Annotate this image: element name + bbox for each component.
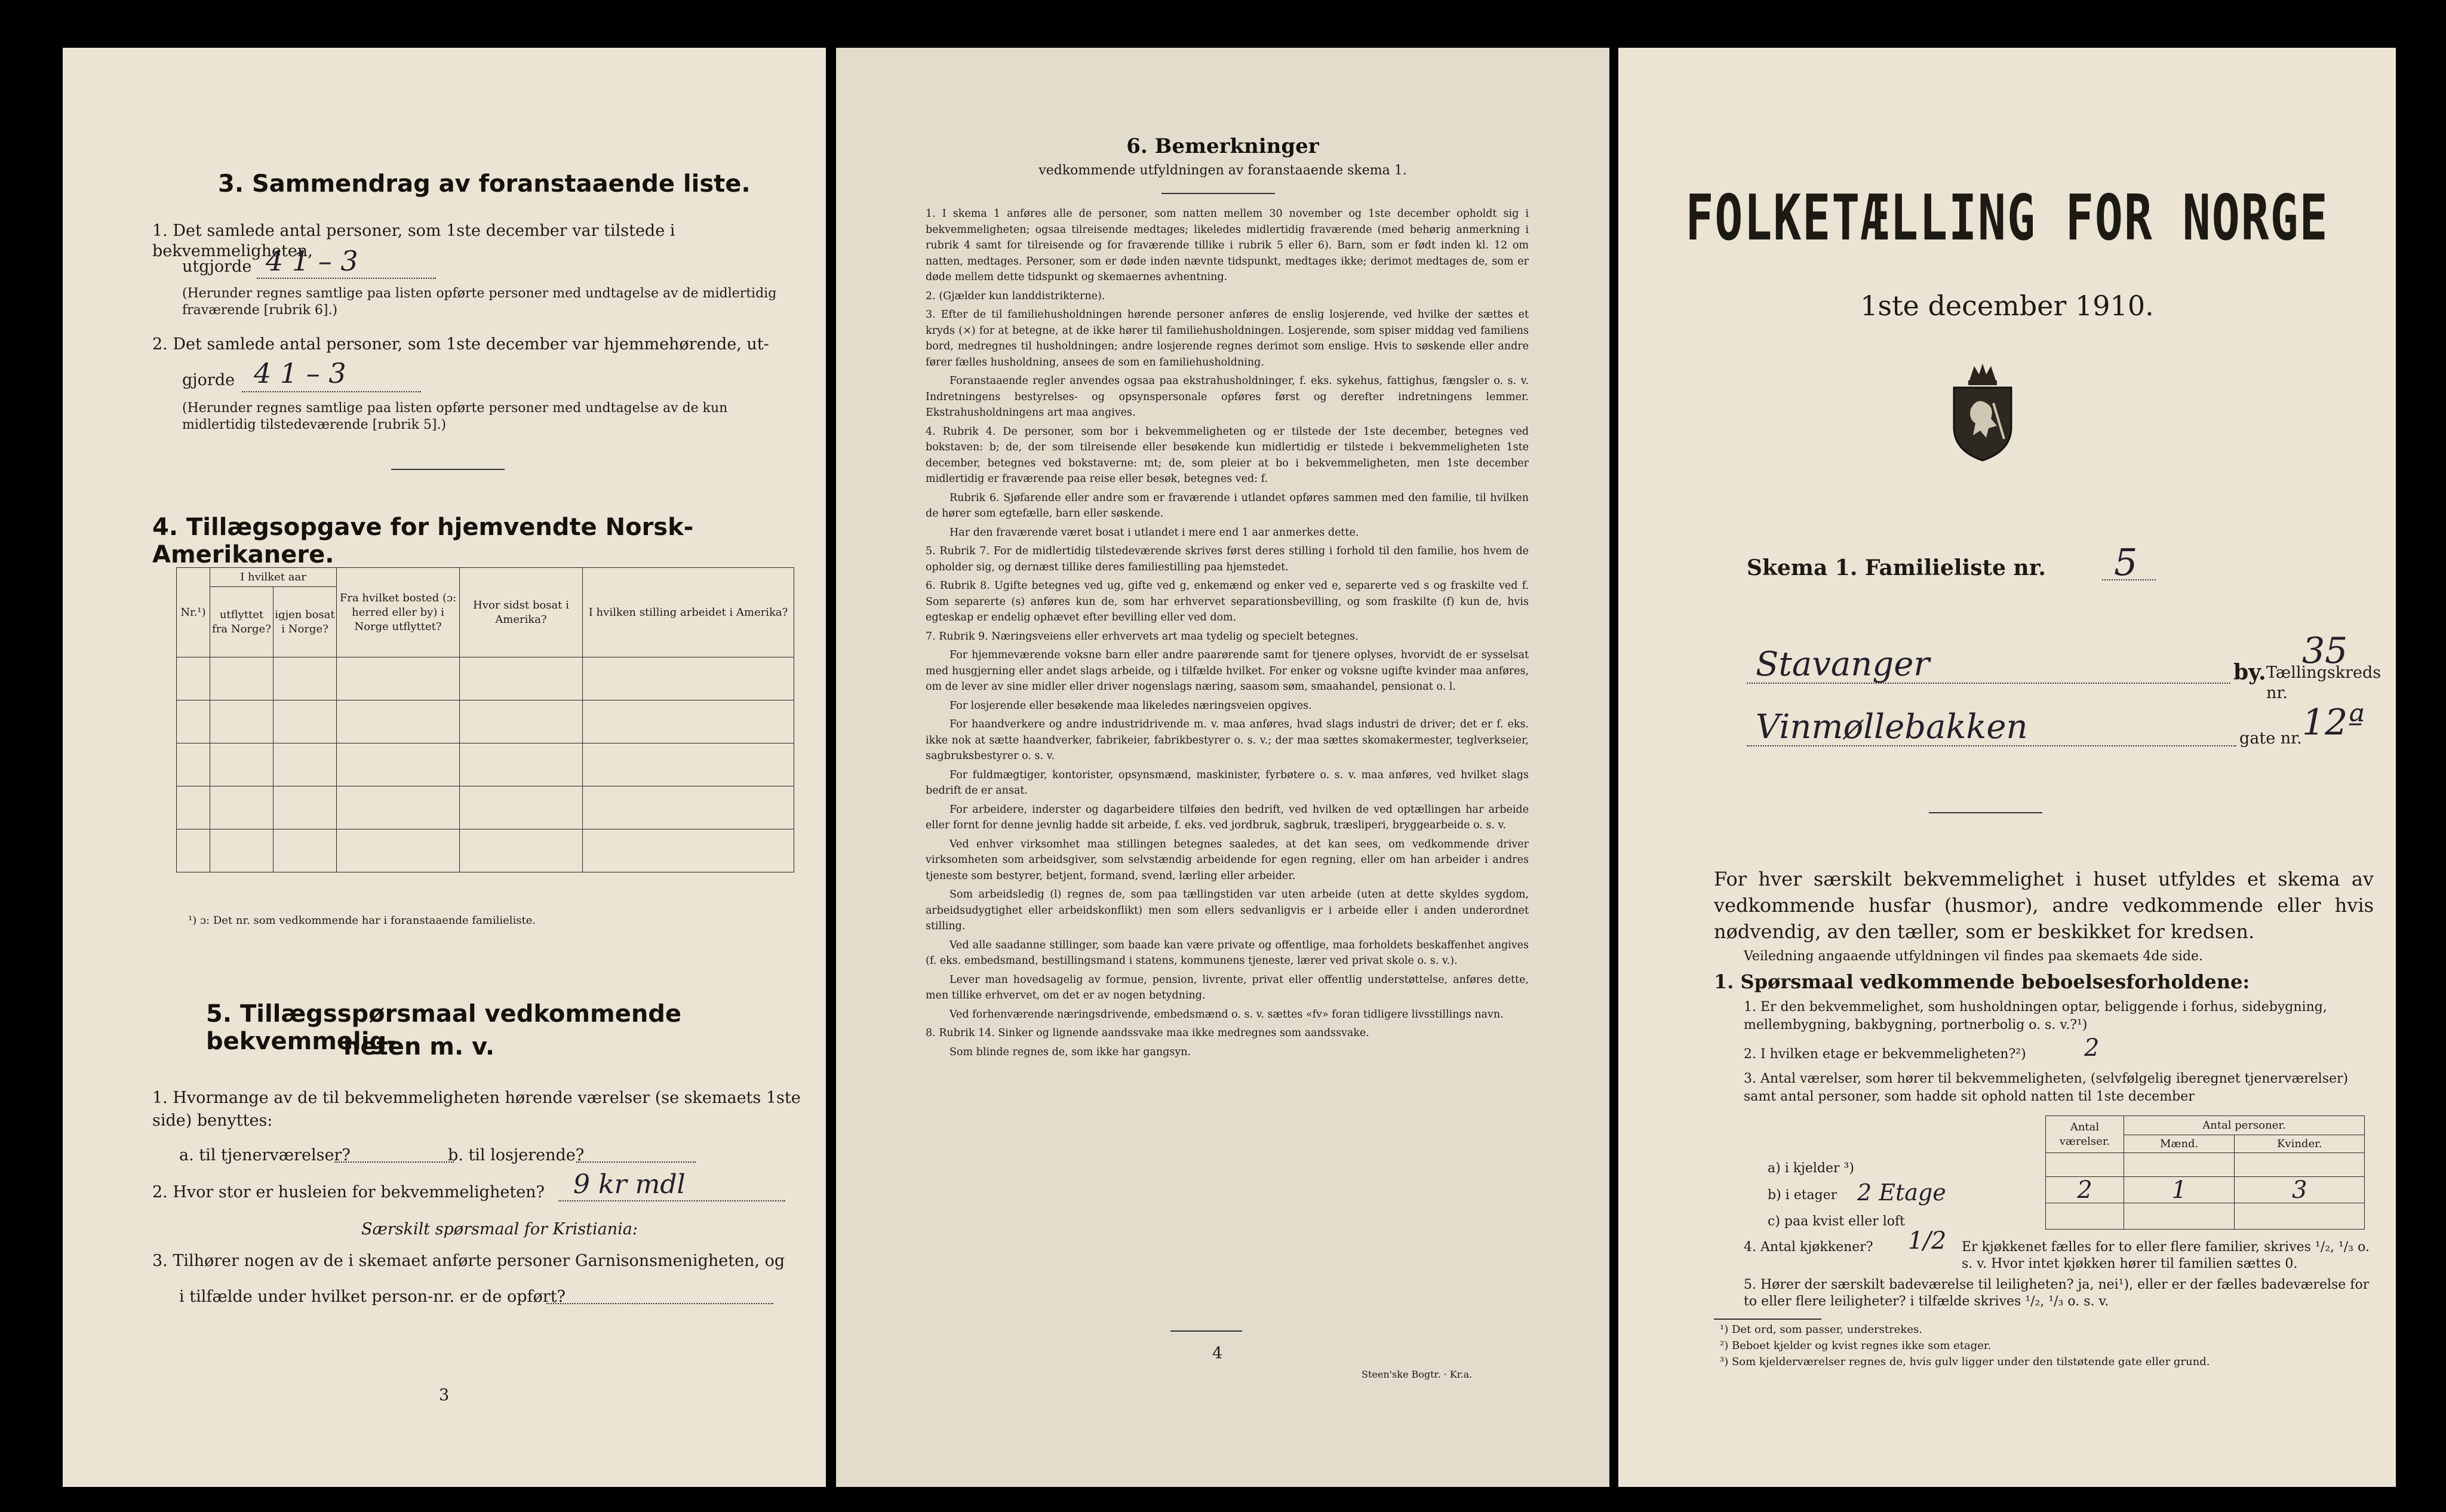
coat-of-arms-icon <box>1947 361 2018 463</box>
s3-q2-line <box>242 391 421 392</box>
q4-label: 4. Antal kjøkkener? <box>1744 1240 1873 1255</box>
q1-heading: 1. Spørsmaal vedkommende beboelsesforholdene: <box>1714 970 2250 993</box>
s5-q3b: i tilfælde under hvilket person-nr. er de opført? <box>179 1287 566 1306</box>
bemerkning-paragraph: Ved forhenværende næringsdrivende, embedsmænd o. s. v. sættes «fv» foran tidligere livsstillings navn. <box>949 1008 1504 1021</box>
bemerkninger-subtitle: vedkommende utfyldningen av foranstaaende skema 1. <box>1038 163 1407 178</box>
page-4 <box>836 48 1609 1487</box>
intro-text: For hver særskilt bekvemmelighet i huset utfyldes et skema av vedkommende husfar (husmor), andre vedkommende eller hvis nødvendig, av den tæller, som er beskikket for kredsen. <box>1714 868 2374 943</box>
section-4-title: 4. Tillægsopgave for hjemvendte Norsk-Amerikanere. <box>152 514 694 568</box>
bemerkning-paragraph: Har den fraværende været bosat i utlandet i mere end 1 aar anmerkes dette. <box>949 526 1359 539</box>
bemerkninger-title: 6. Bemerkninger <box>1126 134 1319 158</box>
footnote-1: ¹) Det ord, som passer, understrekes. <box>1720 1323 1922 1336</box>
section-3-title: 3. Sammendrag av foranstaaende liste. <box>218 170 751 198</box>
s5-q2: 2. Hvor stor er husleien for bekvemmeligheten? <box>152 1183 545 1201</box>
kreds-nr: 35 <box>2302 630 2348 672</box>
bemerkning-paragraph: Foranstaaende regler anvendes ogsaa paa ekstrahusholdninger, f. eks. sykehus, fattighus, fængsler o. s. v. Indretningens bestyrelses- og opsynspersonale opføres først og derefter indretningens lemmer. Ekstrahusholdningens art maa angives. <box>926 375 1529 419</box>
table-row <box>177 786 794 829</box>
s3-q1: 1. Det samlede antal personer, som 1ste december var tilstede i bekvemmeligheten, <box>152 222 675 260</box>
s3-q2-note: (Herunder regnes samtlige paa listen opførte personer med undtagelse av de kun midlertidig tilstedeværende [rubrik 5].) <box>182 401 728 432</box>
bemerkning-paragraph: 7. Rubrik 9. Næringsveiens eller erhvervets art maa tydelig og specielt betegnes. <box>926 630 1359 643</box>
bemerkning-paragraph: For haandverkere og andre industridrivende m. v. maa anføres, hvad slags industri de driver; det er f. eks. ikke nok at sætte haandverker, fabrikeier, fabrikbestyrer o. s. v.; der maa sættes skomakermester, teglverkseier, sagbruksbestyrer o. s. v. <box>926 718 1529 762</box>
veiledning: Veiledning angaaende utfyldningen vil findes paa skemaets 4de side. <box>1744 949 2204 964</box>
s5-q1: 1. Hvormange av de til bekvemmeligheten hørende værelser (se skemaets 1ste side) benyttes: <box>152 1089 801 1130</box>
q1-2-answer: 2 <box>2084 1034 2100 1062</box>
bemerkning-paragraph: 8. Rubrik 14. Sinker og lignende aandssvake maa ikke medregnes som aandssvake. <box>926 1027 1369 1039</box>
s3-q2-label: gjorde <box>182 371 235 389</box>
col-year-group: I hvilket aar <box>210 568 337 587</box>
row-a-label: a) i kjelder ³) <box>1768 1161 1854 1176</box>
bemerkning-paragraph: 2. (Gjælder kun landdistrikterne). <box>926 290 1105 302</box>
city-field[interactable]: Stavanger <box>1756 645 1930 684</box>
s5-q1b: b. til losjerende? <box>448 1146 585 1164</box>
col-amerika: Hvor sidst bosat i Amerika? <box>460 568 583 657</box>
row-c-label: c) paa kvist eller loft <box>1768 1214 1906 1229</box>
th-persons: Antal personer. <box>2124 1116 2365 1135</box>
street-field[interactable]: Vinmøllebakken <box>1756 708 2028 746</box>
table-row <box>177 700 794 743</box>
page-number: 3 <box>439 1386 450 1405</box>
s4-footnote: ¹) ɔ: Det nr. som vedkommende har i foranstaaende familieliste. <box>188 914 536 927</box>
col-nr: Nr.¹) <box>177 568 210 657</box>
s5-q1a: a. til tjenerværelser? <box>179 1146 351 1164</box>
s3-q1-line <box>257 278 436 279</box>
s3-q2: 2. Det samlede antal personer, som 1ste december var hjemmehørende, ut- <box>152 335 769 354</box>
bemerkning-paragraph: 6. Rubrik 8. Ugifte betegnes ved ug, gifte ved g, enkemænd og enker ved e, separerte ved s og fraskilte ved f. Som separerte (s) anføres kun de, som har erhvervet separationsbevilling, og som fraskilte (f) kun de, hvis egteskap er endelig ophævet efter bevilling eller ved dom. <box>926 580 1529 623</box>
divider <box>391 469 505 470</box>
bemerkninger-list <box>926 206 1529 1063</box>
section-5-title-2: heten m. v. <box>343 1033 495 1061</box>
q1-3: 3. Antal værelser, som hører til bekvemmeligheten, (selvfølgelig iberegnet tjenerværelser) samt antal personer, som hadde sit ophold natten til 1ste december <box>1744 1071 2349 1104</box>
bemerkning-paragraph: Rubrik 6. Sjøfarende eller andre som er fraværende i utlandet opføres sammen med den familie, til hvilken de hører som egtefælle, barn eller søskende. <box>926 491 1529 520</box>
kreds-label: Tællingskreds nr. <box>2266 663 2382 702</box>
printer-mark: Steen'ske Bogtr. · Kr.a. <box>1362 1369 1473 1380</box>
s5-q3: 3. Tilhører nogen av de i skemaet anførte personer Garnisonsmenigheten, og <box>152 1252 785 1270</box>
th-rooms: Antal værelser. <box>2046 1116 2124 1153</box>
table-row <box>177 829 794 872</box>
gate-nr: 12ª <box>2302 702 2365 743</box>
cell-maend: 1 <box>2124 1177 2235 1203</box>
col-bosted: Fra hvilket bosted (ɔ: herred eller by) i Norge utflyttet? <box>337 568 460 657</box>
q1-2: 2. I hvilken etage er bekvemmeligheten?²) <box>1744 1047 2026 1062</box>
page-number: 4 <box>1212 1344 1223 1363</box>
by-label: by. <box>2233 660 2266 685</box>
s3-q1-label: utgjorde <box>182 257 252 276</box>
bemerkning-paragraph: 4. Rubrik 4. De personer, som bor i bekvemmeligheten og er tilstede der 1ste december, betegnes ved bokstaven: b; de, der som tilreisende eller besøkende kun midlertidig er tilstede i bekvemmeligheten 1ste december, betegnes ved bokstaverne: mt; de, som pleier at bo i bekvemmeligheten, men 1ste december midlertidig er fraværende paa reise eller besøk, betegnes ved: f. <box>926 425 1529 485</box>
bemerkning-paragraph: 5. Rubrik 7. For de midlertidig tilstedeværende skrives først deres stilling i forhold til den familie, hos hvem de opholder sig, og dernæst tillike deres familiestilling paa hjemstedet. <box>926 545 1529 573</box>
row-b-label: b) i etager <box>1768 1188 1837 1203</box>
bemerkning-paragraph: Ved alle saadanne stillinger, som baade kan være private og offentlige, maa forholdets beskaffenhet angives (f. eks. embedsmand, bestillingsmand i statens, kommunens tjeneste, lærer ved privat skole o. s. v.). <box>926 939 1529 967</box>
familieliste-nr: 5 <box>2114 540 2138 584</box>
th-kvinder: Kvinder. <box>2235 1135 2365 1153</box>
q4-text: Er kjøkkenet fælles for to eller flere familier, skrives ¹/₂, ¹/₃ o. s. v. Hvor intet kjøkken hører til familien sættes 0. <box>1962 1240 2370 1271</box>
q1-1: 1. Er den bekvemmelighet, som husholdningen optar, beliggende i forhus, sidebygning, mellembygning, bakbygning, portnerbolig o. s. v.?¹) <box>1744 1000 2327 1032</box>
section-5-title: 5. Tillægsspørsmaal vedkommende bekvemmelig- <box>206 1000 682 1055</box>
s3-q1-note: (Herunder regnes samtlige paa listen opførte personer med undtagelse av de midlertidig fraværende [rubrik 6].) <box>182 286 777 318</box>
s5-sub: Særskilt spørsmaal for Kristiania: <box>361 1220 638 1239</box>
s3-q2-answer: 4 1 – 3 <box>254 357 346 389</box>
bemerkning-paragraph: 1. I skema 1 anføres alle de personer, som natten mellem 30 november og 1ste december opholdt sig i bekvemmeligheten; ogsaa tilreisende medtages; likeledes midlertidig fraværende (med behørig anmerkning i rubrik 4 samt for tilreisende og for fraværende tillike i rubrik 5 eller 6). Barn, som er født inden kl. 12 om natten, medtages. Personer, som er døde inden nævnte tidspunkt, medtages ikke; derimot medtages de, som er døde mellem dette tidspunkt og skemaernes avhentning. <box>926 208 1529 283</box>
col-bosat: igjen bosat i Norge? <box>274 587 337 657</box>
norsk-amerikanere-table <box>176 567 794 872</box>
footnote-2: ²) Beboet kjelder og kvist regnes ikke som etager. <box>1720 1339 1992 1352</box>
q4-answer: 1/2 <box>1908 1227 1947 1255</box>
skema-label: Skema 1. Familieliste nr. <box>1747 555 2046 580</box>
page-3 <box>63 48 826 1487</box>
bemerkning-paragraph: 3. Efter de til familiehusholdningen hørende personer anføres de enslig losjerende, ved hvilke der sættes et kryds (×) for at betegne, at de ikke hører til familiehusholdningen. Losjerende, som spiser middag ved familiens bord, medregnes til husholdningen; andre losjerende regnes derimot som enslige. Hvis to søskende eller andre fører fælles husholdning, ansees de som en familiehusholdning. <box>926 309 1529 368</box>
cell-kvinder: 3 <box>2235 1177 2365 1203</box>
bemerkning-paragraph: For hjemmeværende voksne barn eller andre paarørende samt for tjenere oplyses, hvorvidt de er sysselsat med husgjerning eller andet slags arbeide, og i tilfælde hvilket. For enker og voksne ugifte kvinder maa anføres, om de lever av sine midler eller driver nogenslags næring, saasom søm, smaahandel, pensionat o. l. <box>926 649 1529 693</box>
q5: 5. Hører der særskilt badeværelse til leiligheten? ja, nei¹), eller er der fælles badeværelse for to eller flere leiligheter? i tilfælde skrives ¹/₂, ¹/₃ o. s. v. <box>1744 1277 2370 1309</box>
bemerkning-paragraph: For losjerende eller besøkende maa likeledes næringsveien opgives. <box>949 699 1312 712</box>
col-utflyttet: utflyttet fra Norge? <box>210 587 274 657</box>
rooms-table <box>2045 1115 2365 1230</box>
s3-q1-answer: 4 1 – 3 <box>266 245 358 277</box>
table-row <box>177 743 794 786</box>
th-maend: Mænd. <box>2124 1135 2235 1153</box>
census-date: 1ste december 1910. <box>1860 290 2154 322</box>
s5-q2-answer: 9 kr mdl <box>573 1169 686 1200</box>
gate-label: gate nr. <box>2239 729 2302 748</box>
main-title: FOLKETÆLLING FOR NORGE <box>1685 182 2329 255</box>
footnote-3: ³) Som kjelderværelser regnes de, hvis gulv ligger under den tilstøtende gate eller grund. <box>1720 1356 2210 1368</box>
table-row <box>177 657 794 700</box>
bemerkning-paragraph: Ved enhver virksomhet maa stillingen betegnes saaledes, at det kan sees, om vedkommende driver virksomheten som arbeidsgiver, som selvstændig arbeidende for egen regning, eller om han arbeider i andres tjeneste som bestyrer, betjent, formand, svend, lærling eller arbeider. <box>926 838 1529 882</box>
bemerkning-paragraph: Som blinde regnes de, som ikke har gangsyn. <box>949 1046 1191 1058</box>
bemerkning-paragraph: For arbeidere, inderster og dagarbeidere tilføies den bedrift, ved hvilken de ved optællingen har arbeide eller fornt for denne jevnlig hadde sit arbeide, f. eks. ved jordbruk, sagbruk, træsliperi, bryggearbeide o. s. v. <box>926 803 1529 831</box>
bemerkning-paragraph: Som arbeidsledig (l) regnes de, som paa tællingstiden var uten arbeide (uten at dette skyldes sygdom, arbeidsudygtighet eller arbeidskonflikt) men som ellers sedvanligvis er i arbeide eller i anden underordnet stilling. <box>926 889 1529 932</box>
row-b-answer: 2 Etage <box>1857 1179 1946 1206</box>
page-1 <box>1618 48 2396 1487</box>
bemerkning-paragraph: For fuldmægtiger, kontorister, opsynsmænd, maskinister, fyrbøtere o. s. v. maa anføres, ved hvilket slags bedrift de er ansat. <box>926 769 1529 797</box>
cell-rooms: 2 <box>2046 1177 2124 1203</box>
col-stilling: I hvilken stilling arbeidet i Amerika? <box>583 568 794 657</box>
bemerkning-paragraph: Lever man hovedsagelig av formue, pension, livrente, privat eller offentlig understøttelse, anføres dette, men tillike erhvervet, om det er av nogen betydning. <box>926 973 1529 1001</box>
